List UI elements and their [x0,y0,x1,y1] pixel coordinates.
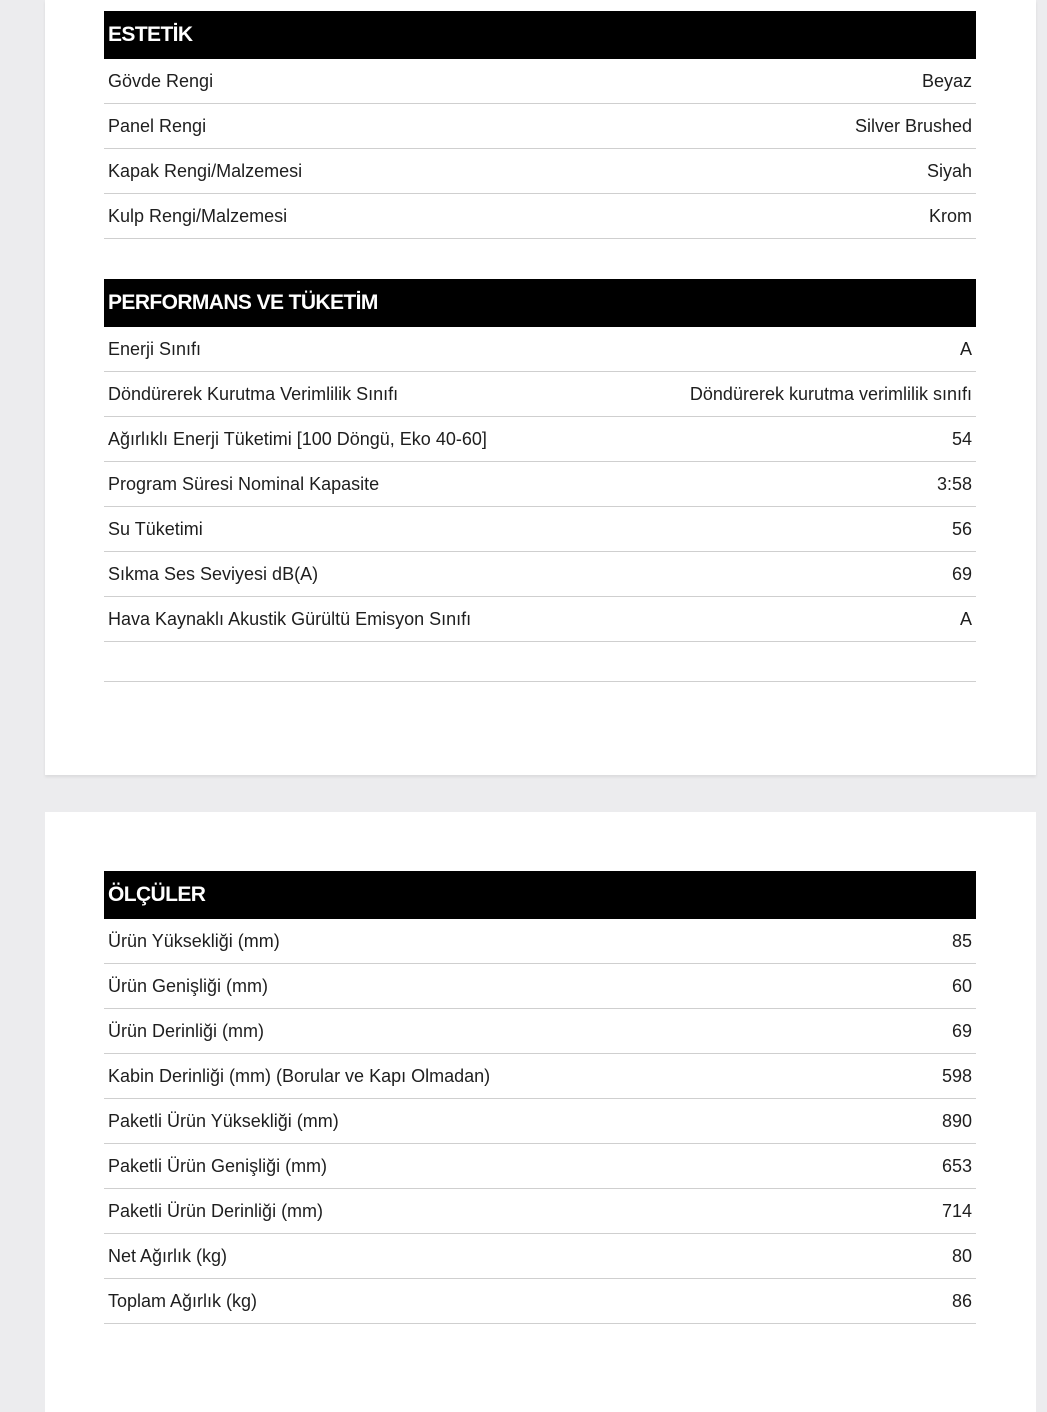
spec-row [104,417,976,462]
spec-label: Ağırlıklı Enerji Tüketimi [100 Döngü, Eko 40-60] [108,428,487,449]
spec-row [104,1099,976,1144]
spec-label: Paketli Ürün Derinliği (mm) [108,1200,324,1221]
spec-value: 714 [941,1200,972,1221]
spec-label: Hava Kaynaklı Akustik Gürültü Emisyon Sınıfı [108,608,472,629]
spec-label: Kapak Rengi/Malzemesi [108,160,303,181]
spec-value: Döndürerek kurutma verimlilik sınıfı [689,383,972,404]
spec-row [104,194,976,239]
section-header-olculer: ÖLÇÜLER [104,871,976,919]
spec-value: Krom [928,205,972,226]
spec-label: Net Ağırlık (kg) [108,1245,228,1266]
section-estetik [104,11,976,239]
spec-label: Program Süresi Nominal Kapasite [108,473,380,494]
spec-row [104,1009,976,1054]
spec-row [104,597,976,642]
spec-label: Panel Rengi [108,115,207,136]
spec-value: 598 [941,1065,972,1086]
spec-label: Paketli Ürün Genişliği (mm) [108,1155,328,1176]
spec-value: 3:58 [936,473,972,494]
spec-row [104,552,976,597]
spec-row [104,1234,976,1279]
spec-value: 653 [941,1155,972,1176]
spec-value: 890 [941,1110,972,1131]
spec-label: Gövde Rengi [108,70,214,91]
spec-row [104,149,976,194]
spec-row [104,1054,976,1099]
section-olculer [104,871,976,1324]
spec-value: Beyaz [921,70,972,91]
spec-label: Kulp Rengi/Malzemesi [108,205,288,226]
spec-label: Toplam Ağırlık (kg) [108,1290,258,1311]
section-header-performans: PERFORMANS VE TÜKETİM [104,279,976,327]
spec-label: Ürün Yüksekliği (mm) [108,930,280,951]
spec-label: Enerji Sınıfı [108,338,202,359]
spec-row [104,327,976,372]
section-performans [104,279,976,682]
spec-label: Döndürerek Kurutma Verimlilik Sınıfı [108,383,399,404]
spec-value: 85 [951,930,972,951]
spec-row [104,59,976,104]
spec-row [104,462,976,507]
spec-row [104,104,976,149]
spec-value: 69 [951,563,972,584]
spec-value: 54 [951,428,972,449]
spec-value: Siyah [926,160,972,181]
spec-row [104,964,976,1009]
section-header-estetik: ESTETİK [104,11,976,59]
spec-label: Ürün Derinliği (mm) [108,1020,265,1041]
spec-value: 60 [951,975,972,996]
spec-row [104,1189,976,1234]
spec-value: 86 [951,1290,972,1311]
spec-label: Paketli Ürün Yüksekliği (mm) [108,1110,339,1131]
spec-value: A [959,608,972,629]
spec-row [104,372,976,417]
spec-value: Silver Brushed [854,115,972,136]
spec-row [104,1279,976,1324]
spec-row [104,507,976,552]
spec-value: 56 [951,518,972,539]
spec-value: 69 [951,1020,972,1041]
spec-label: Su Tüketimi [108,518,203,539]
empty-spec-row [104,642,976,682]
document-page-2 [45,812,1036,1412]
spec-row [104,919,976,964]
spec-label: Ürün Genişliği (mm) [108,975,269,996]
spec-value: A [959,338,972,359]
document-page-1 [45,0,1036,775]
spec-value: 80 [951,1245,972,1266]
spec-row [104,1144,976,1189]
spec-label: Sıkma Ses Seviyesi dB(A) [108,563,319,584]
spec-label: Kabin Derinliği (mm) (Borular ve Kapı Olmadan) [108,1065,491,1086]
